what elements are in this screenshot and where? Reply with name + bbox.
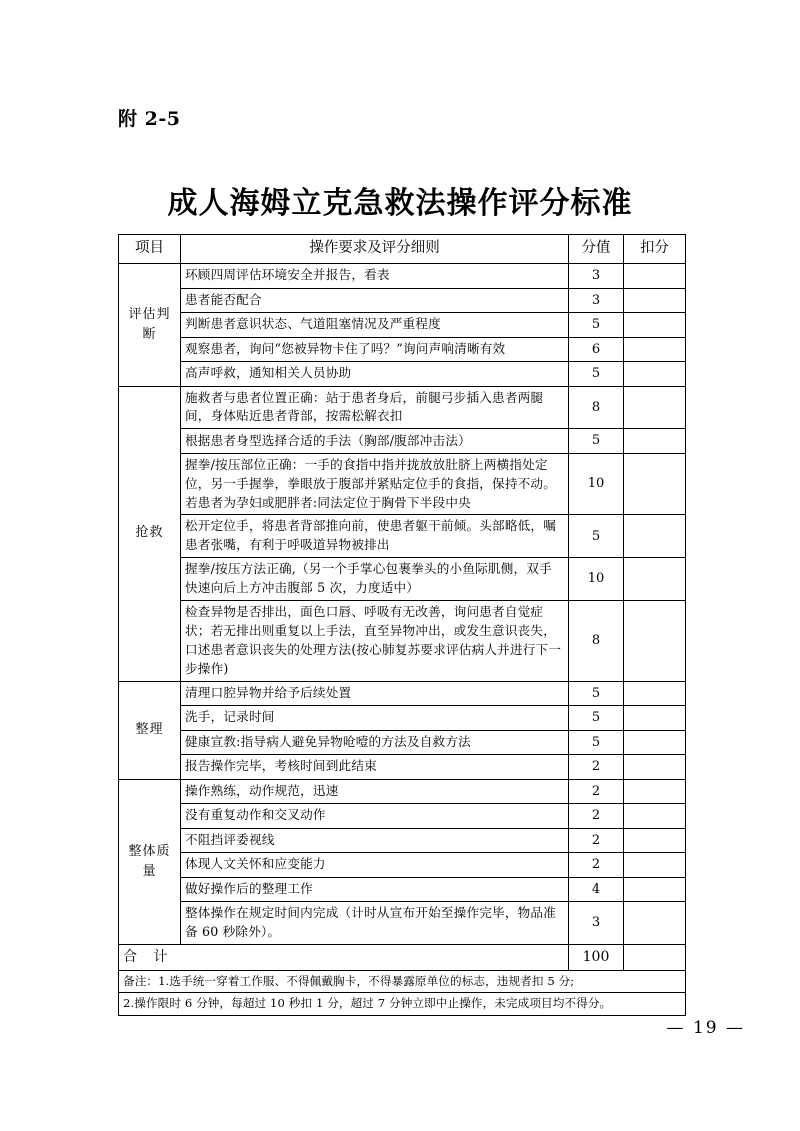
section-label-overall-quality: 整体质量: [119, 779, 181, 944]
score-table-container: [118, 234, 685, 1016]
page-number: — 19 —: [666, 1018, 745, 1038]
table-row: [119, 288, 686, 313]
row-score: 2: [569, 779, 624, 804]
row-deduction-input[interactable]: [624, 515, 686, 558]
row-description: 高声呼救，通知相关人员协助: [181, 362, 569, 387]
row-description: 清理口腔异物并给予后续处置: [181, 681, 569, 706]
table-row: [119, 681, 686, 706]
row-description: 施救者与患者位置正确：站于患者身后，前腿弓步插入患者两腿间，身体贴近患者背部，按需松解衣扣: [181, 386, 569, 429]
row-description: 不阻挡评委视线: [181, 828, 569, 853]
row-deduction-input[interactable]: [624, 429, 686, 454]
row-description: 判断患者意识状态、气道阻塞情况及严重程度: [181, 313, 569, 338]
row-deduction-input[interactable]: [624, 313, 686, 338]
table-row: [119, 902, 686, 945]
row-deduction-input[interactable]: [624, 755, 686, 780]
table-header-row: [119, 235, 686, 264]
row-score: 6: [569, 337, 624, 362]
row-deduction-input[interactable]: [624, 877, 686, 902]
table-row: [119, 730, 686, 755]
total-row: [119, 944, 686, 970]
row-score: 5: [569, 362, 624, 387]
row-deduction-input[interactable]: [624, 264, 686, 289]
row-deduction-input[interactable]: [624, 779, 686, 804]
row-deduction-input[interactable]: [624, 902, 686, 945]
table-row: [119, 804, 686, 829]
row-score: 5: [569, 730, 624, 755]
table-row: [119, 453, 686, 515]
row-description: 体现人文关怀和应变能力: [181, 853, 569, 878]
row-description: 松开定位手，将患者背部推向前，使患者躯干前倾。头部略低，嘱患者张嘴，有利于呼吸道异物被排出: [181, 515, 569, 558]
row-deduction-input[interactable]: [624, 706, 686, 731]
section-label-assessment: 评估判断: [119, 264, 181, 387]
row-score: 3: [569, 288, 624, 313]
row-description: 做好操作后的整理工作: [181, 877, 569, 902]
table-row: [119, 706, 686, 731]
section-label-tidy-up: 整理: [119, 681, 181, 779]
row-score: 5: [569, 681, 624, 706]
row-description: 健康宣教:指导病人避免异物呛噎的方法及自救方法: [181, 730, 569, 755]
total-label: 合 计: [119, 944, 569, 970]
row-deduction-input[interactable]: [624, 828, 686, 853]
row-description: 洗手，记录时间: [181, 706, 569, 731]
table-row: [119, 313, 686, 338]
row-deduction-input[interactable]: [624, 804, 686, 829]
table-row: [119, 601, 686, 682]
table-row: [119, 362, 686, 387]
row-deduction-input[interactable]: [624, 558, 686, 601]
row-score: 2: [569, 828, 624, 853]
row-deduction-input[interactable]: [624, 362, 686, 387]
row-deduction-input[interactable]: [624, 730, 686, 755]
column-header-category: 项目: [119, 235, 181, 264]
row-description: 没有重复动作和交叉动作: [181, 804, 569, 829]
row-score: 8: [569, 601, 624, 682]
total-score: 100: [569, 944, 624, 970]
page-title: 成人海姆立克急救法操作评分标准: [167, 186, 633, 221]
row-description: 观察患者，询问“您被异物卡住了吗？”询问声响清晰有效: [181, 337, 569, 362]
table-row: [119, 828, 686, 853]
row-deduction-input[interactable]: [624, 337, 686, 362]
row-deduction-input[interactable]: [624, 288, 686, 313]
column-header-deduction: 扣分: [624, 235, 686, 264]
table-row: [119, 755, 686, 780]
note-line-1: 备注：1.选手统一穿着工作服、不得佩戴胸卡，不得暴露原单位的标志，违规者扣 5 分;: [119, 970, 686, 992]
total-deduction-input[interactable]: [624, 944, 686, 970]
row-deduction-input[interactable]: [624, 681, 686, 706]
column-header-score: 分值: [569, 235, 624, 264]
row-score: 4: [569, 877, 624, 902]
table-row: [119, 337, 686, 362]
table-row: [119, 264, 686, 289]
row-deduction-input[interactable]: [624, 386, 686, 429]
row-description: 整体操作在规定时间内完成（计时从宣布开始至操作完毕，物品准备 60 秒除外）。: [181, 902, 569, 945]
row-score: 10: [569, 453, 624, 515]
document-reference-label: 附 2-5: [118, 108, 181, 130]
table-row: [119, 877, 686, 902]
row-score: 8: [569, 386, 624, 429]
row-score: 5: [569, 429, 624, 454]
row-deduction-input[interactable]: [624, 601, 686, 682]
note-line-2: 2.操作限时 6 分钟，每超过 10 秒扣 1 分，超过 7 分钟立即中止操作，未完成项目均不得分。: [119, 993, 686, 1015]
table-row: [119, 429, 686, 454]
row-score: 5: [569, 706, 624, 731]
table-body: [119, 264, 686, 1016]
score-table: [118, 234, 686, 1016]
row-deduction-input[interactable]: [624, 453, 686, 515]
table-header: [119, 235, 686, 264]
column-header-description: 操作要求及评分细则: [181, 235, 569, 264]
row-score: 3: [569, 902, 624, 945]
row-deduction-input[interactable]: [624, 853, 686, 878]
notes-row: [119, 970, 686, 992]
row-description: 报告操作完毕，考核时间到此结束: [181, 755, 569, 780]
table-row: [119, 779, 686, 804]
table-row: [119, 558, 686, 601]
row-description: 操作熟练，动作规范，迅速: [181, 779, 569, 804]
row-score: 5: [569, 515, 624, 558]
notes-row: [119, 993, 686, 1015]
row-score: 2: [569, 853, 624, 878]
row-score: 5: [569, 313, 624, 338]
table-row: [119, 515, 686, 558]
row-score: 2: [569, 804, 624, 829]
row-score: 2: [569, 755, 624, 780]
row-description: 根据患者身型选择合适的手法（胸部/腹部冲击法）: [181, 429, 569, 454]
table-row: [119, 386, 686, 429]
row-score: 3: [569, 264, 624, 289]
row-score: 10: [569, 558, 624, 601]
row-description: 患者能否配合: [181, 288, 569, 313]
row-description: 环顾四周评估环境安全并报告，看表: [181, 264, 569, 289]
table-row: [119, 853, 686, 878]
section-label-rescue: 抢救: [119, 386, 181, 681]
row-description: 握拳/按压方法正确,（另一个手掌心包裹拳头的小鱼际肌侧，双手快速向后上方冲击腹部 5 次，力度适中）: [181, 558, 569, 601]
row-description: 检查异物是否排出，面色口唇、呼吸有无改善，询问患者自觉症状；若无排出则重复以上手法，直至异物冲出，或发生意识丧失，口述患者意识丧失的处理方法(按心肺复苏要求评估病人并进行下一步操作): [181, 601, 569, 682]
row-description: 握拳/按压部位正确：一手的食指中指并拢放放肚脐上两横指处定位，另一手握拳，拳眼放于腹部并紧贴定位手的食指，保持不动。若患者为孕妇或肥胖者:同法定位于胸骨下半段中央: [181, 453, 569, 515]
